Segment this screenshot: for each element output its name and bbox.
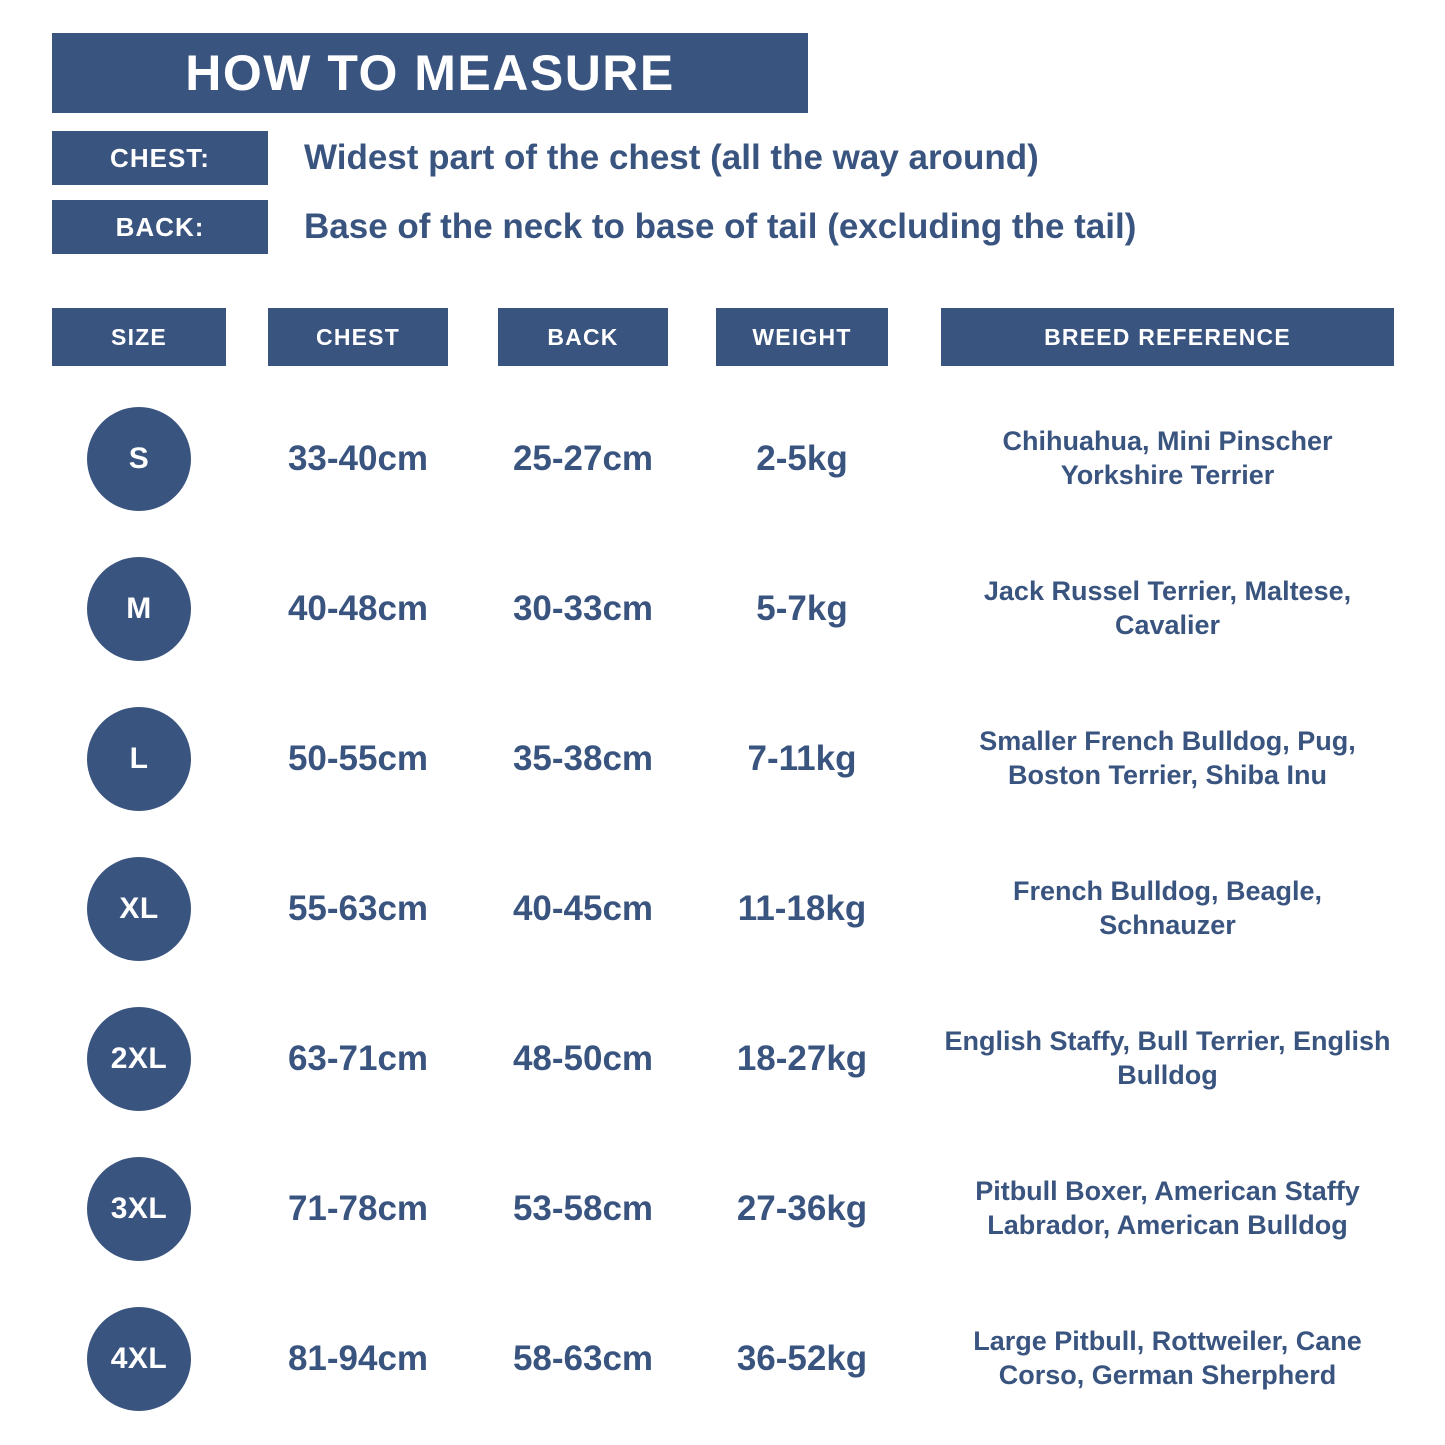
size-cell xyxy=(52,407,226,511)
breed-cell xyxy=(941,984,1394,1134)
chest-cell: 81-94cm xyxy=(287,1339,429,1378)
table-body xyxy=(52,384,1394,1434)
size-cell xyxy=(52,557,226,661)
back-cell: 35-38cm xyxy=(512,739,654,778)
size-cell xyxy=(52,1007,226,1111)
table-row xyxy=(52,534,1394,684)
weight-cell: 2-5kg xyxy=(756,439,848,478)
back-cell: 53-58cm xyxy=(512,1189,654,1228)
weight-cell: 5-7kg xyxy=(756,589,848,628)
chest-cell: 71-78cm xyxy=(287,1189,429,1228)
back-cell: 40-45cm xyxy=(512,889,654,928)
chest-cell: 40-48cm xyxy=(287,589,429,628)
legend-description-back: Base of the neck to base of tail (excluding the tail) xyxy=(304,206,1137,246)
breed-cell xyxy=(941,1284,1394,1434)
column-header-back: BACK xyxy=(498,308,668,366)
weight-cell: 27-36kg xyxy=(736,1189,868,1228)
breed-cell xyxy=(941,1134,1394,1284)
column-header-weight: WEIGHT xyxy=(716,308,888,366)
page-title: HOW TO MEASURE xyxy=(185,45,675,101)
chest-cell: 63-71cm xyxy=(287,1039,429,1078)
column-header-chest: CHEST xyxy=(268,308,448,366)
breed-text: Smaller French Bulldog, Pug, Boston Terrier, Shiba Inu xyxy=(979,726,1356,790)
size-badge: 4XL xyxy=(87,1307,191,1411)
table-row xyxy=(52,684,1394,834)
weight-cell: 11-18kg xyxy=(737,889,867,928)
chest-cell: 55-63cm xyxy=(287,889,429,928)
table-row xyxy=(52,984,1394,1134)
table-row xyxy=(52,384,1394,534)
legend-label-back: BACK: xyxy=(52,200,268,254)
size-cell xyxy=(52,707,226,811)
table-row xyxy=(52,834,1394,984)
breed-text: Large Pitbull, Rottweiler, Cane Corso, German Sherpherd xyxy=(973,1326,1362,1390)
size-badge: M xyxy=(87,557,191,661)
size-cell xyxy=(52,857,226,961)
measurement-legend xyxy=(52,131,1392,269)
legend-row-back xyxy=(52,200,1392,254)
size-cell xyxy=(52,1307,226,1411)
breed-cell xyxy=(941,684,1394,834)
chest-cell: 50-55cm xyxy=(287,739,429,778)
breed-cell xyxy=(941,534,1394,684)
legend-row-chest xyxy=(52,131,1392,185)
size-badge: XL xyxy=(87,857,191,961)
back-cell: 25-27cm xyxy=(512,439,654,478)
breed-text: Pitbull Boxer, American Staffy Labrador, American Bulldog xyxy=(975,1176,1360,1240)
page-title-banner xyxy=(52,33,808,113)
legend-description-chest: Widest part of the chest (all the way around) xyxy=(304,137,1039,177)
back-cell: 48-50cm xyxy=(512,1039,654,1078)
breed-text: English Staffy, Bull Terrier, English Bulldog xyxy=(944,1026,1391,1090)
breed-text: Jack Russel Terrier, Maltese, Cavalier xyxy=(983,576,1352,640)
breed-text: Chihuahua, Mini Pinscher Yorkshire Terrier xyxy=(1002,426,1333,490)
chest-cell: 33-40cm xyxy=(287,439,429,478)
table-row xyxy=(52,1134,1394,1284)
breed-cell xyxy=(941,384,1394,534)
breed-cell xyxy=(941,834,1394,984)
size-badge: 3XL xyxy=(87,1157,191,1261)
table-row xyxy=(52,1284,1394,1434)
size-table xyxy=(52,308,1394,1434)
column-header-size: SIZE xyxy=(52,308,226,366)
breed-text: French Bulldog, Beagle, Schnauzer xyxy=(1012,876,1323,940)
legend-label-chest: CHEST: xyxy=(52,131,268,185)
size-badge: 2XL xyxy=(87,1007,191,1111)
back-cell: 30-33cm xyxy=(512,589,654,628)
size-badge: S xyxy=(87,407,191,511)
weight-cell: 18-27kg xyxy=(736,1039,868,1078)
size-badge: L xyxy=(87,707,191,811)
size-cell xyxy=(52,1157,226,1261)
weight-cell: 36-52kg xyxy=(736,1339,868,1378)
column-header-breed: BREED REFERENCE xyxy=(941,308,1394,366)
weight-cell: 7-11kg xyxy=(747,739,857,778)
back-cell: 58-63cm xyxy=(512,1339,654,1378)
table-header-row xyxy=(52,308,1394,366)
